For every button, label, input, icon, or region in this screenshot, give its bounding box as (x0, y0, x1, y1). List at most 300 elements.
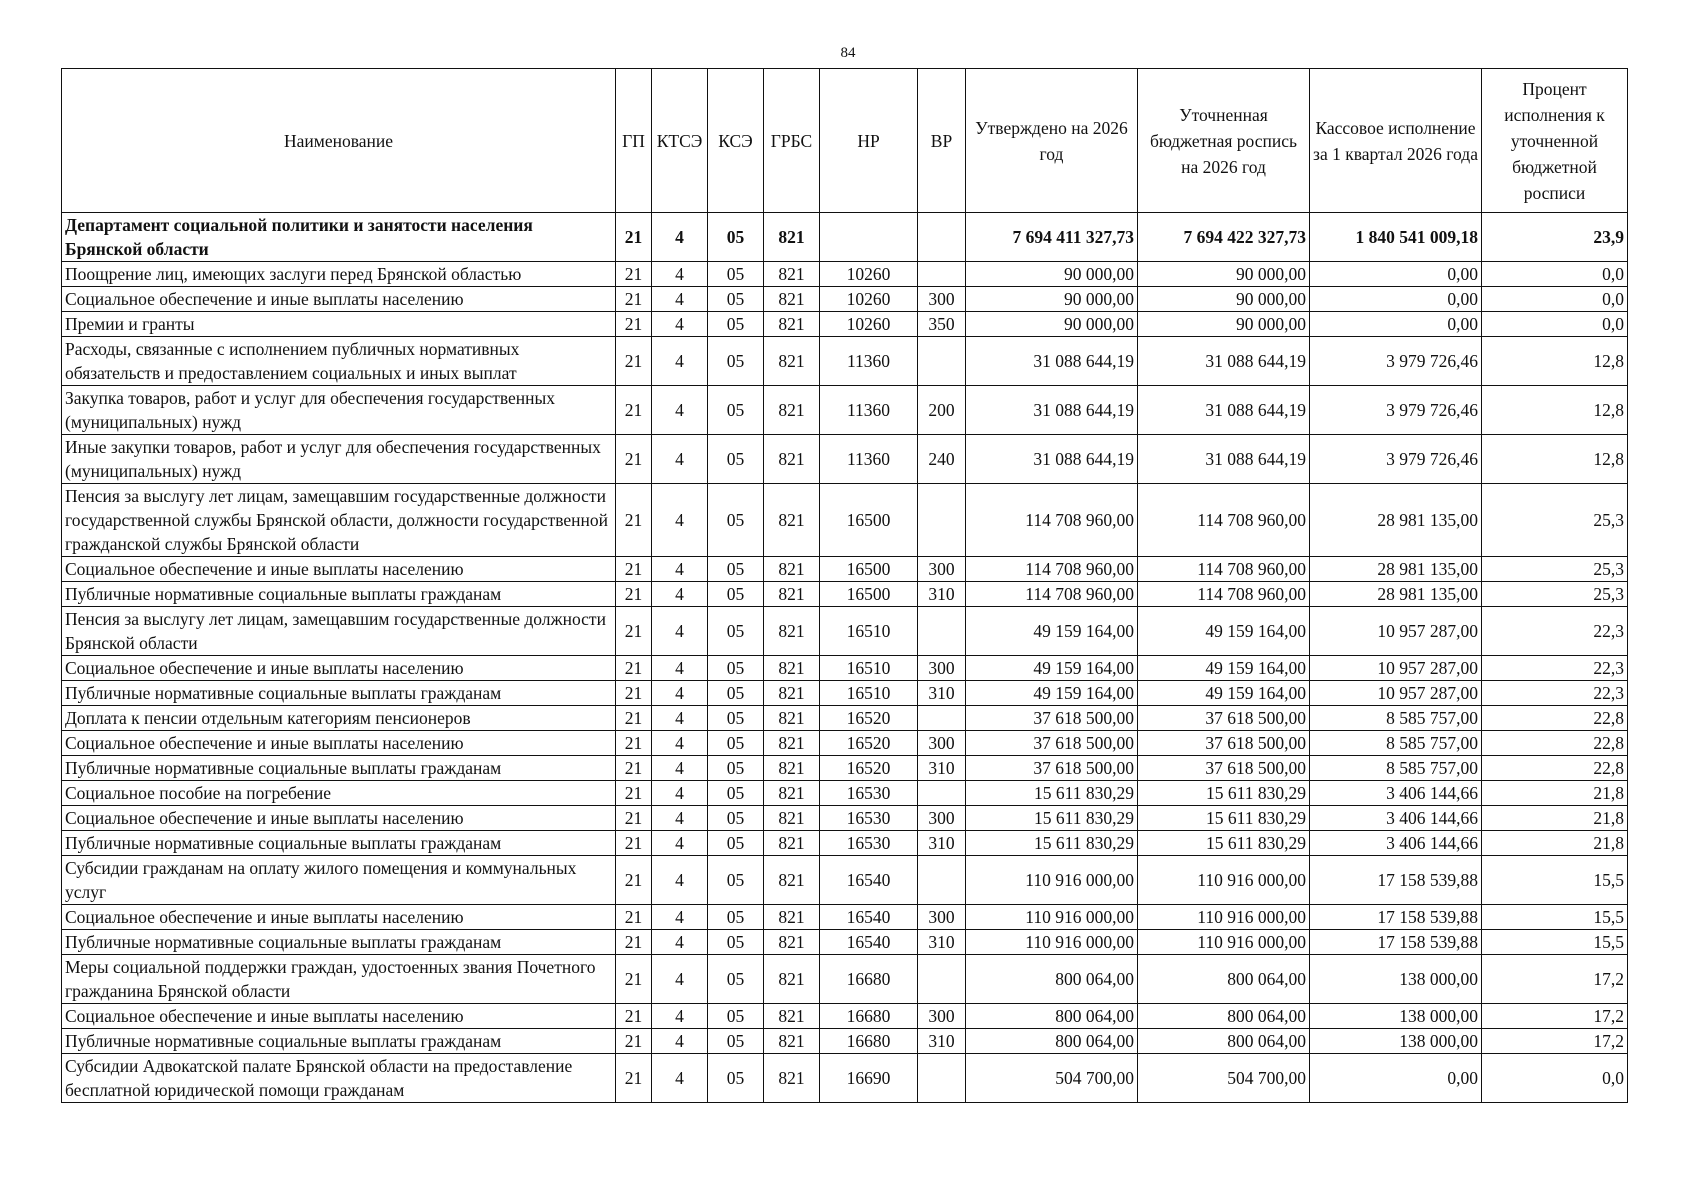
name-cell: Социальное пособие на погребение (62, 781, 616, 806)
table-row (62, 1054, 1628, 1103)
name-cell: Субсидии гражданам на оплату жилого помещения и коммунальных услуг (62, 856, 616, 905)
grbs-cell: 821 (764, 213, 820, 262)
grbs-cell: 821 (764, 484, 820, 557)
name-cell: Департамент социальной политики и занятости населения Брянской области (62, 213, 616, 262)
percent-cell: 12,8 (1482, 435, 1628, 484)
name-cell: Публичные нормативные социальные выплаты гражданам (62, 582, 616, 607)
kse-cell: 05 (708, 1004, 764, 1029)
vr-cell: 350 (918, 312, 966, 337)
ktse-cell: 4 (652, 1054, 708, 1103)
approved-cell: 31 088 644,19 (966, 435, 1138, 484)
table-row (62, 831, 1628, 856)
table-row (62, 656, 1628, 681)
grbs-cell: 821 (764, 905, 820, 930)
vr-cell (918, 262, 966, 287)
refined-cell: 110 916 000,00 (1138, 930, 1310, 955)
cash-execution-cell: 10 957 287,00 (1310, 681, 1482, 706)
cash-execution-cell: 3 406 144,66 (1310, 781, 1482, 806)
cash-execution-cell: 3 406 144,66 (1310, 831, 1482, 856)
vr-cell: 300 (918, 656, 966, 681)
approved-cell: 15 611 830,29 (966, 781, 1138, 806)
nr-cell: 11360 (820, 337, 918, 386)
gp-cell: 21 (616, 262, 652, 287)
kse-cell: 05 (708, 607, 764, 656)
name-cell: Социальное обеспечение и иные выплаты населению (62, 1004, 616, 1029)
percent-cell: 12,8 (1482, 386, 1628, 435)
approved-cell: 90 000,00 (966, 312, 1138, 337)
nr-cell: 16680 (820, 1004, 918, 1029)
kse-cell: 05 (708, 557, 764, 582)
percent-cell: 22,8 (1482, 731, 1628, 756)
refined-cell: 31 088 644,19 (1138, 386, 1310, 435)
name-cell: Публичные нормативные социальные выплаты гражданам (62, 681, 616, 706)
refined-cell: 800 064,00 (1138, 1029, 1310, 1054)
grbs-cell: 821 (764, 756, 820, 781)
grbs-cell: 821 (764, 681, 820, 706)
name-cell: Пенсия за выслугу лет лицам, замещавшим государственные должности государственной службы Брянской области, должности государственной гражданской службы Брянской области (62, 484, 616, 557)
vr-cell (918, 955, 966, 1004)
kse-cell: 05 (708, 484, 764, 557)
grbs-cell: 821 (764, 582, 820, 607)
gp-cell: 21 (616, 287, 652, 312)
name-cell: Публичные нормативные социальные выплаты гражданам (62, 756, 616, 781)
percent-cell: 12,8 (1482, 337, 1628, 386)
vr-cell (918, 706, 966, 731)
approved-cell: 800 064,00 (966, 1004, 1138, 1029)
column-header-gp: ГП (616, 69, 652, 213)
vr-cell (918, 856, 966, 905)
cash-execution-cell: 8 585 757,00 (1310, 706, 1482, 731)
grbs-cell: 821 (764, 1004, 820, 1029)
kse-cell: 05 (708, 1054, 764, 1103)
column-header-approved: Утверждено на 2026 год (966, 69, 1138, 213)
gp-cell: 21 (616, 1004, 652, 1029)
table-row (62, 213, 1628, 262)
vr-cell: 240 (918, 435, 966, 484)
percent-cell: 17,2 (1482, 955, 1628, 1004)
percent-cell: 15,5 (1482, 930, 1628, 955)
cash-execution-cell: 0,00 (1310, 312, 1482, 337)
ktse-cell: 4 (652, 930, 708, 955)
percent-cell: 0,0 (1482, 1054, 1628, 1103)
percent-cell: 22,8 (1482, 756, 1628, 781)
name-cell: Социальное обеспечение и иные выплаты населению (62, 905, 616, 930)
approved-cell: 110 916 000,00 (966, 905, 1138, 930)
grbs-cell: 821 (764, 955, 820, 1004)
ktse-cell: 4 (652, 435, 708, 484)
refined-cell: 49 159 164,00 (1138, 607, 1310, 656)
nr-cell: 16680 (820, 1029, 918, 1054)
vr-cell: 300 (918, 731, 966, 756)
grbs-cell: 821 (764, 337, 820, 386)
column-header-refined: Уточненная бюджетная роспись на 2026 год (1138, 69, 1310, 213)
approved-cell: 114 708 960,00 (966, 484, 1138, 557)
ktse-cell: 4 (652, 781, 708, 806)
kse-cell: 05 (708, 806, 764, 831)
table-row (62, 1029, 1628, 1054)
percent-cell: 25,3 (1482, 582, 1628, 607)
approved-cell: 7 694 411 327,73 (966, 213, 1138, 262)
table-row (62, 806, 1628, 831)
vr-cell: 300 (918, 905, 966, 930)
kse-cell: 05 (708, 1029, 764, 1054)
table-row (62, 337, 1628, 386)
refined-cell: 37 618 500,00 (1138, 756, 1310, 781)
refined-cell: 31 088 644,19 (1138, 337, 1310, 386)
approved-cell: 15 611 830,29 (966, 806, 1138, 831)
page-number: 84 (840, 45, 856, 61)
table-row (62, 930, 1628, 955)
nr-cell: 10260 (820, 312, 918, 337)
nr-cell: 11360 (820, 435, 918, 484)
grbs-cell: 821 (764, 1054, 820, 1103)
nr-cell: 11360 (820, 386, 918, 435)
name-cell: Субсидии Адвокатской палате Брянской области на предоставление бесплатной юридической помощи гражданам (62, 1054, 616, 1103)
grbs-cell: 821 (764, 386, 820, 435)
name-cell: Социальное обеспечение и иные выплаты населению (62, 287, 616, 312)
name-cell: Иные закупки товаров, работ и услуг для обеспечения государственных (муниципальных) нужд (62, 435, 616, 484)
cash-execution-cell: 3 979 726,46 (1310, 386, 1482, 435)
percent-cell: 22,3 (1482, 607, 1628, 656)
ktse-cell: 4 (652, 557, 708, 582)
name-cell: Закупка товаров, работ и услуг для обеспечения государственных (муниципальных) нужд (62, 386, 616, 435)
gp-cell: 21 (616, 955, 652, 1004)
kse-cell: 05 (708, 435, 764, 484)
cash-execution-cell: 0,00 (1310, 287, 1482, 312)
table-row (62, 781, 1628, 806)
kse-cell: 05 (708, 337, 764, 386)
table-row (62, 856, 1628, 905)
ktse-cell: 4 (652, 955, 708, 1004)
vr-cell: 200 (918, 386, 966, 435)
kse-cell: 05 (708, 213, 764, 262)
percent-cell: 0,0 (1482, 287, 1628, 312)
grbs-cell: 821 (764, 831, 820, 856)
refined-cell: 110 916 000,00 (1138, 905, 1310, 930)
nr-cell: 16520 (820, 731, 918, 756)
gp-cell: 21 (616, 806, 652, 831)
grbs-cell: 821 (764, 262, 820, 287)
percent-cell: 22,3 (1482, 681, 1628, 706)
percent-cell: 21,8 (1482, 806, 1628, 831)
gp-cell: 21 (616, 337, 652, 386)
kse-cell: 05 (708, 262, 764, 287)
table-row (62, 557, 1628, 582)
vr-cell: 300 (918, 557, 966, 582)
approved-cell: 49 159 164,00 (966, 681, 1138, 706)
name-cell: Расходы, связанные с исполнением публичных нормативных обязательств и предоставлением социальных и иных выплат (62, 337, 616, 386)
ktse-cell: 4 (652, 731, 708, 756)
gp-cell: 21 (616, 856, 652, 905)
refined-cell: 15 611 830,29 (1138, 831, 1310, 856)
vr-cell: 300 (918, 287, 966, 312)
gp-cell: 21 (616, 312, 652, 337)
table-row (62, 312, 1628, 337)
nr-cell: 16540 (820, 856, 918, 905)
name-cell: Социальное обеспечение и иные выплаты населению (62, 806, 616, 831)
percent-cell: 17,2 (1482, 1004, 1628, 1029)
gp-cell: 21 (616, 706, 652, 731)
approved-cell: 800 064,00 (966, 955, 1138, 1004)
ktse-cell: 4 (652, 582, 708, 607)
kse-cell: 05 (708, 312, 764, 337)
ktse-cell: 4 (652, 1029, 708, 1054)
ktse-cell: 4 (652, 484, 708, 557)
ktse-cell: 4 (652, 213, 708, 262)
grbs-cell: 821 (764, 781, 820, 806)
gp-cell: 21 (616, 781, 652, 806)
grbs-cell: 821 (764, 856, 820, 905)
nr-cell: 16540 (820, 930, 918, 955)
approved-cell: 110 916 000,00 (966, 856, 1138, 905)
refined-cell: 15 611 830,29 (1138, 781, 1310, 806)
refined-cell: 504 700,00 (1138, 1054, 1310, 1103)
kse-cell: 05 (708, 955, 764, 1004)
grbs-cell: 821 (764, 656, 820, 681)
ktse-cell: 4 (652, 905, 708, 930)
refined-cell: 7 694 422 327,73 (1138, 213, 1310, 262)
kse-cell: 05 (708, 831, 764, 856)
approved-cell: 37 618 500,00 (966, 756, 1138, 781)
nr-cell: 16500 (820, 484, 918, 557)
refined-cell: 37 618 500,00 (1138, 731, 1310, 756)
vr-cell (918, 484, 966, 557)
cash-execution-cell: 17 158 539,88 (1310, 856, 1482, 905)
gp-cell: 21 (616, 435, 652, 484)
ktse-cell: 4 (652, 386, 708, 435)
approved-cell: 90 000,00 (966, 287, 1138, 312)
cash-execution-cell: 17 158 539,88 (1310, 905, 1482, 930)
approved-cell: 15 611 830,29 (966, 831, 1138, 856)
vr-cell: 310 (918, 582, 966, 607)
percent-cell: 23,9 (1482, 213, 1628, 262)
cash-execution-cell: 138 000,00 (1310, 1029, 1482, 1054)
nr-cell: 16540 (820, 905, 918, 930)
ktse-cell: 4 (652, 337, 708, 386)
refined-cell: 110 916 000,00 (1138, 856, 1310, 905)
ktse-cell: 4 (652, 831, 708, 856)
nr-cell: 16510 (820, 607, 918, 656)
ktse-cell: 4 (652, 756, 708, 781)
refined-cell: 90 000,00 (1138, 312, 1310, 337)
gp-cell: 21 (616, 656, 652, 681)
vr-cell: 310 (918, 681, 966, 706)
cash-execution-cell: 1 840 541 009,18 (1310, 213, 1482, 262)
table-row (62, 262, 1628, 287)
column-header-nr: НР (820, 69, 918, 213)
approved-cell: 114 708 960,00 (966, 557, 1138, 582)
percent-cell: 22,3 (1482, 656, 1628, 681)
kse-cell: 05 (708, 287, 764, 312)
column-header-percent: Процент исполнения к уточненной бюджетной росписи (1482, 69, 1628, 213)
refined-cell: 90 000,00 (1138, 287, 1310, 312)
ktse-cell: 4 (652, 607, 708, 656)
refined-cell: 114 708 960,00 (1138, 557, 1310, 582)
grbs-cell: 821 (764, 731, 820, 756)
table-row (62, 435, 1628, 484)
column-header-kse: КСЭ (708, 69, 764, 213)
percent-cell: 0,0 (1482, 312, 1628, 337)
percent-cell: 17,2 (1482, 1029, 1628, 1054)
percent-cell: 25,3 (1482, 484, 1628, 557)
percent-cell: 15,5 (1482, 905, 1628, 930)
ktse-cell: 4 (652, 681, 708, 706)
grbs-cell: 821 (764, 312, 820, 337)
approved-cell: 110 916 000,00 (966, 930, 1138, 955)
refined-cell: 49 159 164,00 (1138, 681, 1310, 706)
refined-cell: 15 611 830,29 (1138, 806, 1310, 831)
name-cell: Публичные нормативные социальные выплаты гражданам (62, 831, 616, 856)
column-header-name: Наименование (62, 69, 616, 213)
approved-cell: 49 159 164,00 (966, 607, 1138, 656)
nr-cell: 16520 (820, 756, 918, 781)
cash-execution-cell: 8 585 757,00 (1310, 731, 1482, 756)
refined-cell: 37 618 500,00 (1138, 706, 1310, 731)
cash-execution-cell: 28 981 135,00 (1310, 557, 1482, 582)
refined-cell: 114 708 960,00 (1138, 582, 1310, 607)
vr-cell (918, 781, 966, 806)
table-row (62, 484, 1628, 557)
vr-cell: 310 (918, 1029, 966, 1054)
name-cell: Пенсия за выслугу лет лицам, замещавшим государственные должности Брянской области (62, 607, 616, 656)
vr-cell (918, 213, 966, 262)
nr-cell: 16530 (820, 806, 918, 831)
kse-cell: 05 (708, 856, 764, 905)
grbs-cell: 821 (764, 557, 820, 582)
table-row (62, 731, 1628, 756)
approved-cell: 31 088 644,19 (966, 386, 1138, 435)
cash-execution-cell: 17 158 539,88 (1310, 930, 1482, 955)
nr-cell: 16690 (820, 1054, 918, 1103)
cash-execution-cell: 10 957 287,00 (1310, 656, 1482, 681)
vr-cell: 310 (918, 831, 966, 856)
gp-cell: 21 (616, 930, 652, 955)
gp-cell: 21 (616, 831, 652, 856)
nr-cell: 16530 (820, 831, 918, 856)
kse-cell: 05 (708, 930, 764, 955)
table-row (62, 607, 1628, 656)
budget-execution-table (61, 68, 1628, 1103)
ktse-cell: 4 (652, 262, 708, 287)
gp-cell: 21 (616, 1029, 652, 1054)
cash-execution-cell: 8 585 757,00 (1310, 756, 1482, 781)
column-header-grbs: ГРБС (764, 69, 820, 213)
table-row (62, 386, 1628, 435)
grbs-cell: 821 (764, 435, 820, 484)
kse-cell: 05 (708, 656, 764, 681)
grbs-cell: 821 (764, 1029, 820, 1054)
nr-cell: 16500 (820, 557, 918, 582)
refined-cell: 49 159 164,00 (1138, 656, 1310, 681)
nr-cell: 10260 (820, 287, 918, 312)
nr-cell: 16500 (820, 582, 918, 607)
gp-cell: 21 (616, 905, 652, 930)
cash-execution-cell: 28 981 135,00 (1310, 582, 1482, 607)
vr-cell: 300 (918, 1004, 966, 1029)
cash-execution-cell: 3 979 726,46 (1310, 435, 1482, 484)
gp-cell: 21 (616, 681, 652, 706)
ktse-cell: 4 (652, 656, 708, 681)
cash-execution-cell: 138 000,00 (1310, 955, 1482, 1004)
cash-execution-cell: 28 981 135,00 (1310, 484, 1482, 557)
cash-execution-cell: 0,00 (1310, 1054, 1482, 1103)
name-cell: Публичные нормативные социальные выплаты гражданам (62, 930, 616, 955)
ktse-cell: 4 (652, 806, 708, 831)
vr-cell: 310 (918, 756, 966, 781)
name-cell: Социальное обеспечение и иные выплаты населению (62, 557, 616, 582)
refined-cell: 31 088 644,19 (1138, 435, 1310, 484)
gp-cell: 21 (616, 213, 652, 262)
approved-cell: 504 700,00 (966, 1054, 1138, 1103)
gp-cell: 21 (616, 756, 652, 781)
grbs-cell: 821 (764, 806, 820, 831)
nr-cell: 16520 (820, 706, 918, 731)
name-cell: Публичные нормативные социальные выплаты гражданам (62, 1029, 616, 1054)
approved-cell: 114 708 960,00 (966, 582, 1138, 607)
kse-cell: 05 (708, 706, 764, 731)
cash-execution-cell: 3 979 726,46 (1310, 337, 1482, 386)
table-row (62, 955, 1628, 1004)
kse-cell: 05 (708, 905, 764, 930)
name-cell: Социальное обеспечение и иные выплаты населению (62, 656, 616, 681)
refined-cell: 800 064,00 (1138, 955, 1310, 1004)
table-row (62, 905, 1628, 930)
cash-execution-cell: 10 957 287,00 (1310, 607, 1482, 656)
ktse-cell: 4 (652, 856, 708, 905)
name-cell: Премии и гранты (62, 312, 616, 337)
gp-cell: 21 (616, 1054, 652, 1103)
ktse-cell: 4 (652, 287, 708, 312)
approved-cell: 90 000,00 (966, 262, 1138, 287)
refined-cell: 90 000,00 (1138, 262, 1310, 287)
cash-execution-cell: 3 406 144,66 (1310, 806, 1482, 831)
grbs-cell: 821 (764, 930, 820, 955)
percent-cell: 21,8 (1482, 781, 1628, 806)
refined-cell: 800 064,00 (1138, 1004, 1310, 1029)
table-header-row (62, 69, 1628, 213)
column-header-ktse: КТСЭ (652, 69, 708, 213)
nr-cell: 16510 (820, 656, 918, 681)
table-row (62, 706, 1628, 731)
ktse-cell: 4 (652, 312, 708, 337)
kse-cell: 05 (708, 582, 764, 607)
kse-cell: 05 (708, 781, 764, 806)
cash-execution-cell: 0,00 (1310, 262, 1482, 287)
nr-cell: 16680 (820, 955, 918, 1004)
gp-cell: 21 (616, 607, 652, 656)
name-cell: Доплата к пенсии отдельным категориям пенсионеров (62, 706, 616, 731)
approved-cell: 37 618 500,00 (966, 731, 1138, 756)
percent-cell: 15,5 (1482, 856, 1628, 905)
vr-cell: 310 (918, 930, 966, 955)
nr-cell: 16530 (820, 781, 918, 806)
kse-cell: 05 (708, 681, 764, 706)
column-header-cash-execution: Кассовое исполнение за 1 квартал 2026 года (1310, 69, 1482, 213)
ktse-cell: 4 (652, 706, 708, 731)
approved-cell: 37 618 500,00 (966, 706, 1138, 731)
nr-cell: 10260 (820, 262, 918, 287)
kse-cell: 05 (708, 386, 764, 435)
percent-cell: 21,8 (1482, 831, 1628, 856)
vr-cell (918, 607, 966, 656)
gp-cell: 21 (616, 582, 652, 607)
nr-cell: 16510 (820, 681, 918, 706)
table-row (62, 681, 1628, 706)
approved-cell: 49 159 164,00 (966, 656, 1138, 681)
vr-cell: 300 (918, 806, 966, 831)
approved-cell: 31 088 644,19 (966, 337, 1138, 386)
refined-cell: 114 708 960,00 (1138, 484, 1310, 557)
